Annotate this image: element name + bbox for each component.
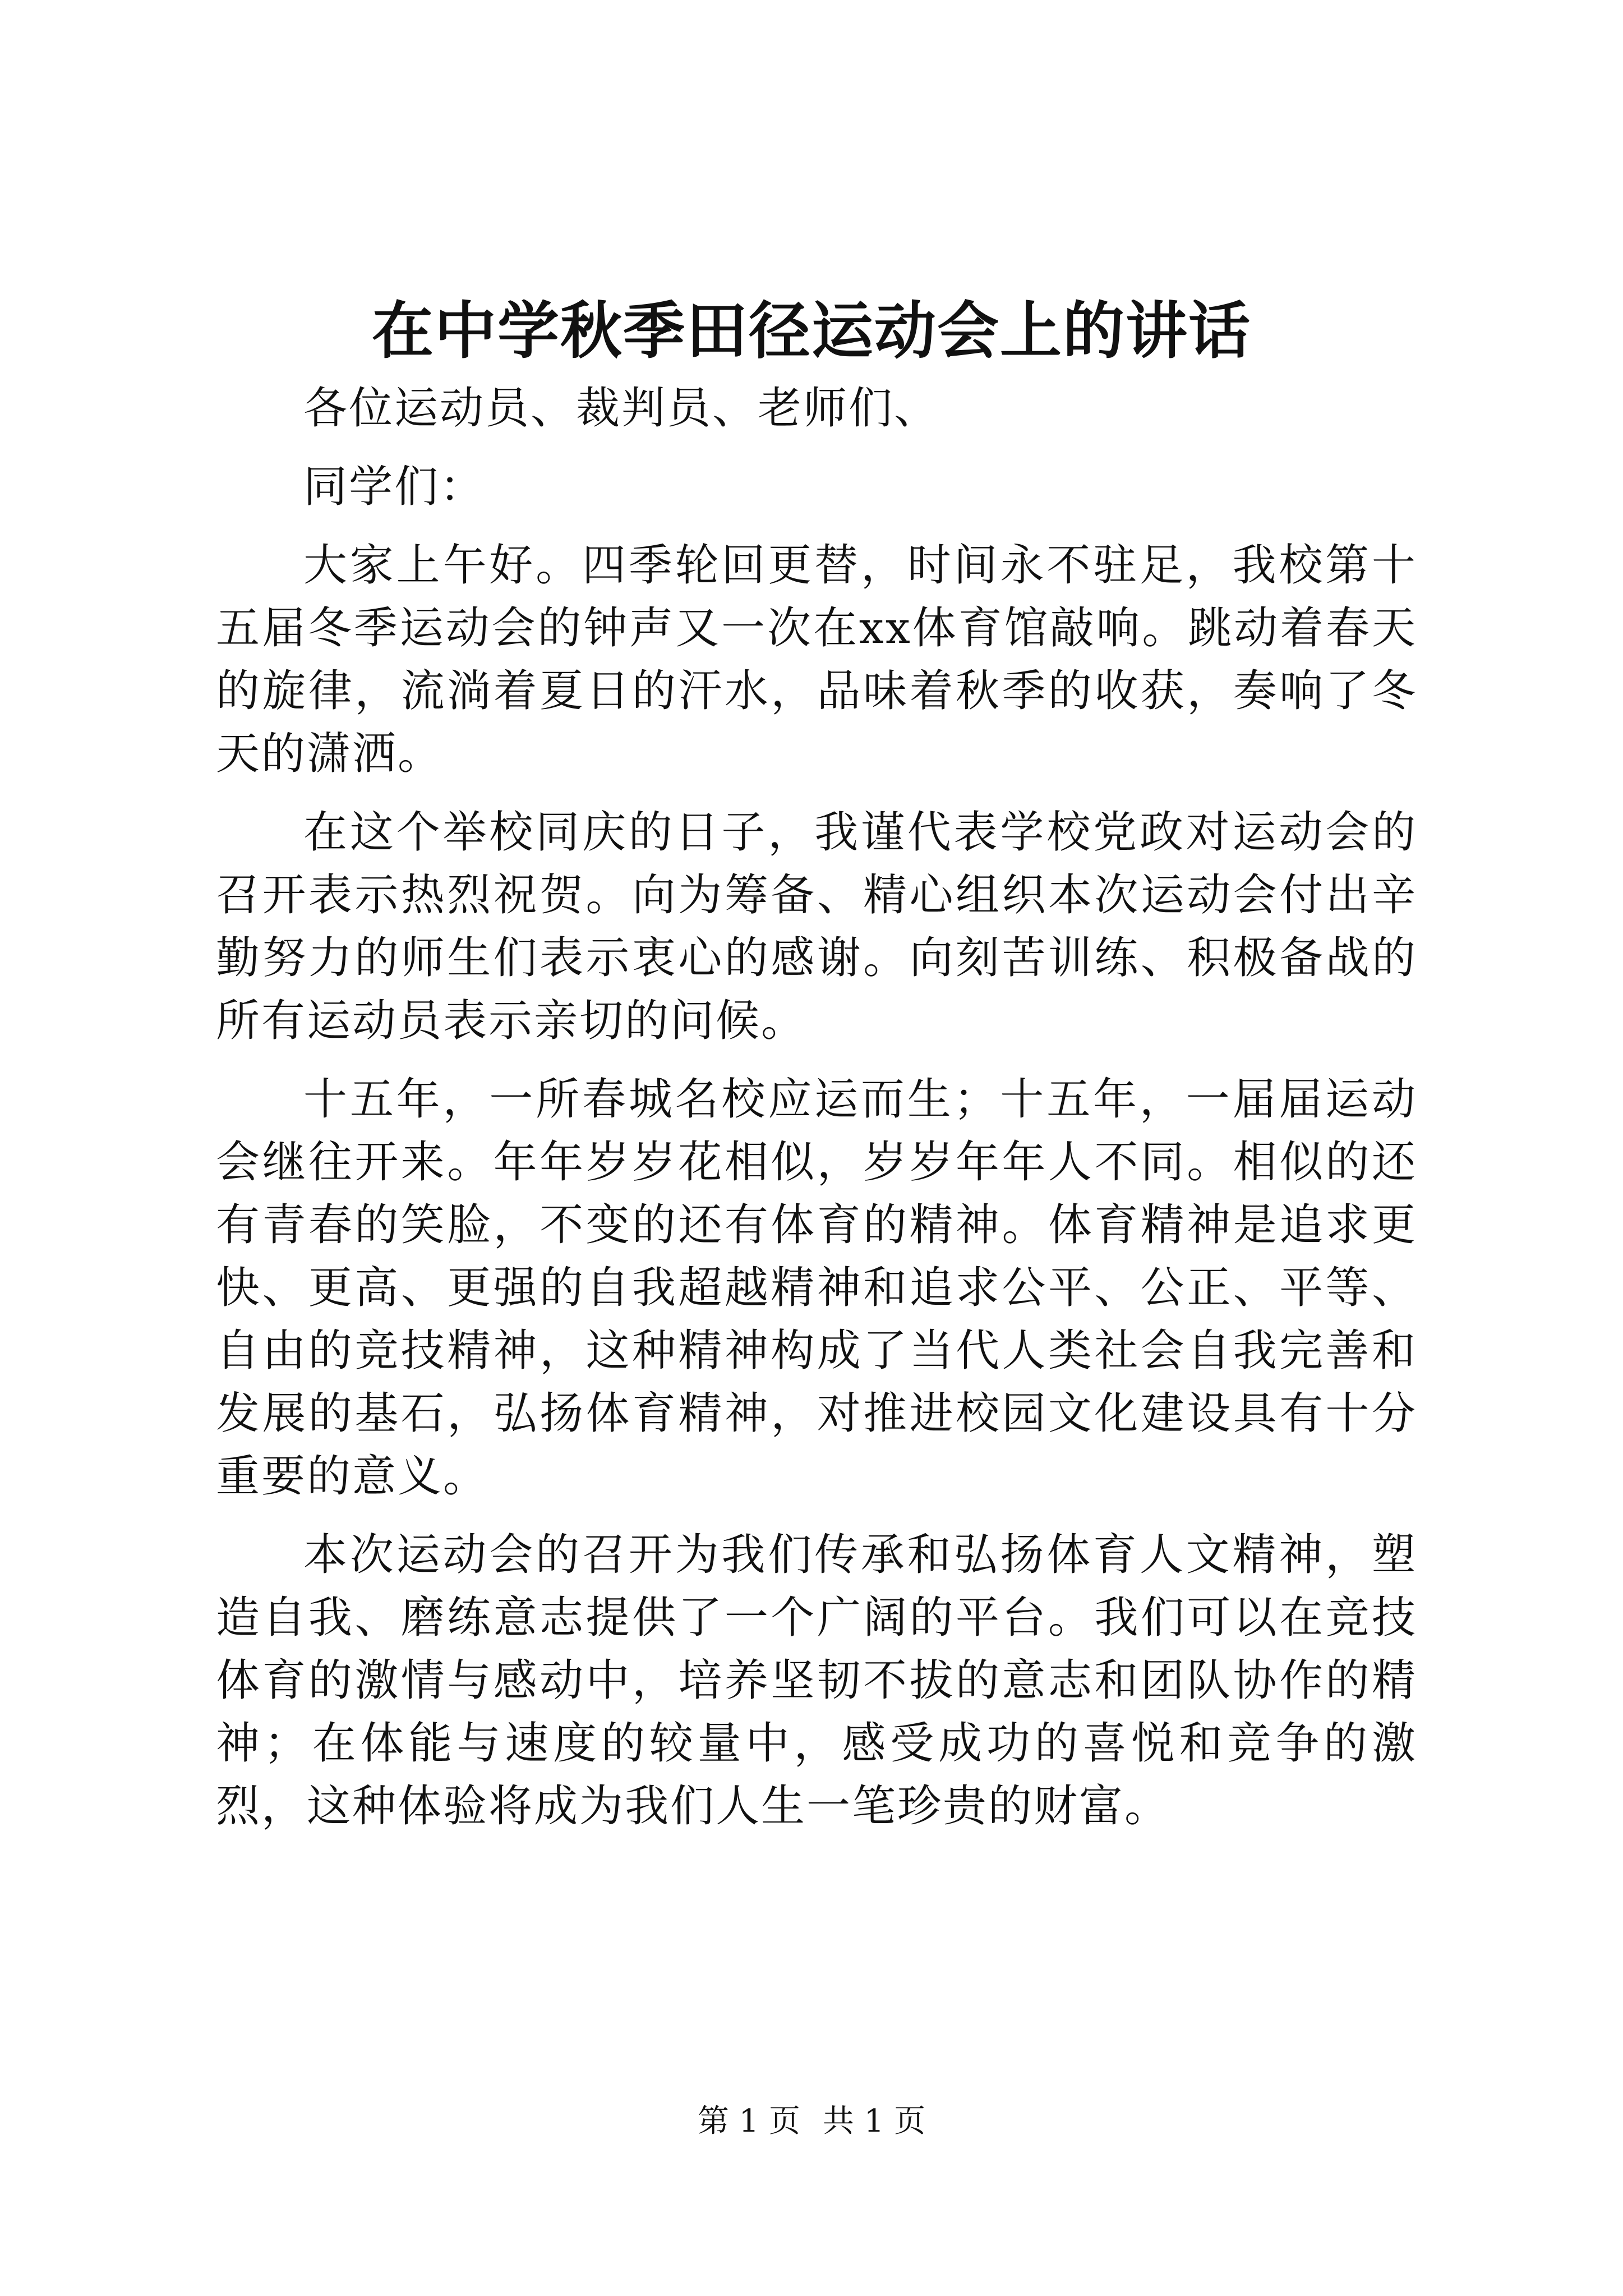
paragraph-significance: 本次运动会的召开为我们传承和弘扬体育人文精神，塑造自我、磨练意志提供了一个广阔的平台。我们可以在竞技体育的激情与感动中，培养坚韧不拔的意志和团队协作的精神；在体能与速度的较量中，感受成功的喜悦和竞争的激烈，这种体验将成为我们人生一笔珍贵的财富。 bbox=[216, 1530, 1417, 1832]
paragraph-greeting: 大家上午好。四季轮回更替，时间永不驻足，我校第十五届冬季运动会的钟声又一次在xx体育馆敲响。跳动着春天的旋律，流淌着夏日的汗水，品味着秋季的收获，奏响了冬天的潇洒。 bbox=[216, 540, 1417, 779]
paragraph-sports-spirit: 十五年，一所春城名校应运而生；十五年，一届届运动会继往开来。年年岁岁花相似，岁岁年年人不同。相似的还有青春的笑脸，不变的还有体育的精神。体育精神是追求更快、更高、更强的自我超越精神和追求公平、公正、平等、自由的竞技精神，这种精神构成了当代人类社会自我完善和发展的基石，弘扬体育精神，对推进校园文化建设具有十分重要的意义。 bbox=[216, 1074, 1417, 1502]
document-body bbox=[216, 377, 1417, 1853]
page-total: 共 1 页 bbox=[823, 2103, 926, 2139]
salutation-line-1: 各位运动员、裁判员、老师们、 bbox=[303, 383, 940, 434]
page-number: 第 1 页 bbox=[697, 2103, 800, 2139]
salutation-line-2: 同学们： bbox=[303, 462, 486, 512]
document-title: 在中学秋季田径运动会上的讲话 bbox=[372, 295, 1251, 367]
paragraph-congratulations: 在这个举校同庆的日子，我谨代表学校党政对运动会的召开表示热烈祝贺。向为筹备、精心组织本次运动会付出辛勤努力的师生们表示衷心的感谢。向刻苦训练、积极备战的所有运动员表示亲切的问候。 bbox=[216, 807, 1417, 1046]
page-footer bbox=[0, 2099, 1623, 2144]
